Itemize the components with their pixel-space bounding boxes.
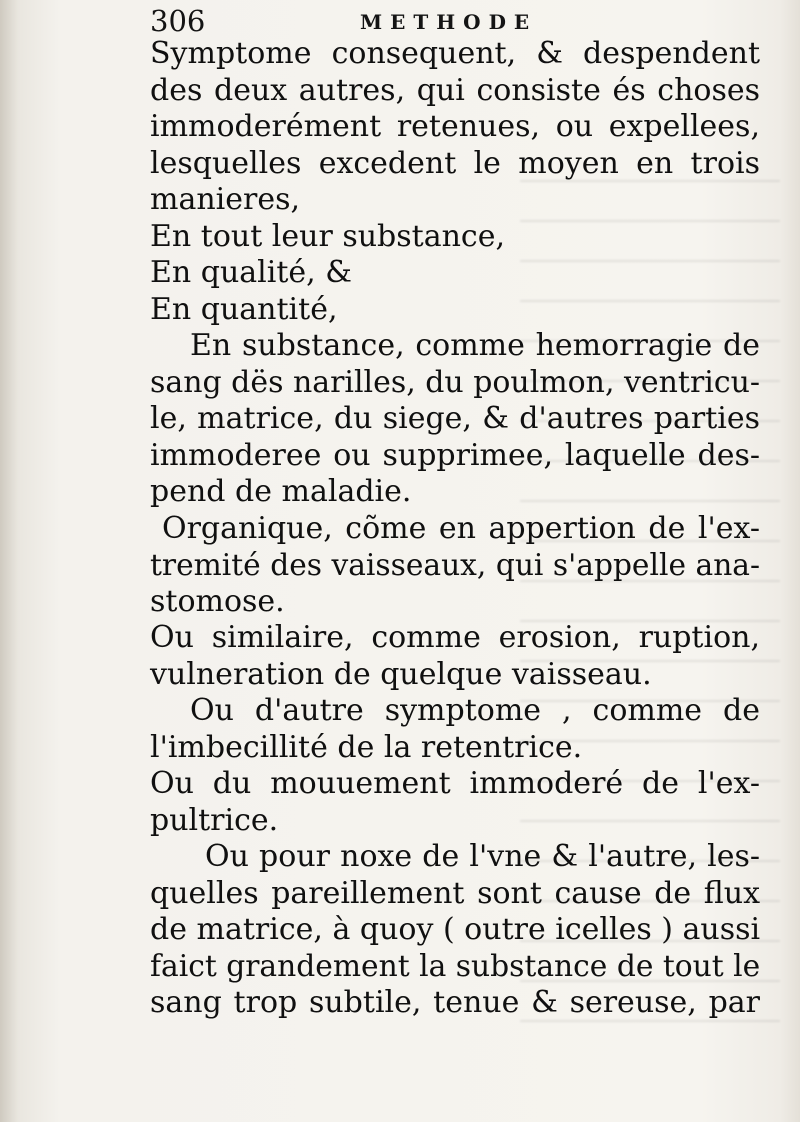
text-line: pend de maladie.: [150, 474, 412, 509]
text-line: En substance, comme hemorragie de: [190, 328, 760, 363]
text-line: immoderee ou supprimee, laquelle des-: [150, 437, 760, 473]
text-line: sang dës narilles, du poulmon, ventricu-: [150, 364, 760, 400]
text-line: Ou pour noxe de l'vne & l'autre, les-: [205, 839, 760, 874]
text-line: l'imbecillité de la retentrice.: [150, 729, 583, 765]
text-line: En tout leur substance,: [150, 218, 506, 254]
text-line: vulneration de quelque vaisseau.: [150, 656, 652, 692]
text-line: faict grandement la substance de tout le: [150, 948, 761, 984]
text-line: Symptome consequent, & despendent: [150, 36, 760, 71]
text-line: stomose.: [150, 583, 285, 619]
text-line: Ou du mouuement immoderé de l'ex-: [150, 766, 760, 801]
text-line: En quantité,: [150, 291, 338, 327]
text-line: Organique, cõme en appertion de l'ex-: [162, 510, 760, 546]
running-head: METHODE: [360, 10, 538, 34]
text-line: Ou similaire, comme erosion, ruption,: [150, 620, 760, 655]
text-line: sang trop subtile, tenue & sereuse, par: [150, 985, 760, 1020]
page-number: 306: [150, 4, 206, 38]
text-line: Ou d'autre symptome , comme de: [190, 693, 760, 728]
text-line: le, matrice, du siege, & d'autres parties: [150, 401, 760, 436]
text-line: des deux autres, qui consiste és choses: [150, 72, 760, 108]
text-line: immoderément retenues, ou expellees,: [150, 109, 760, 144]
text-line: lesquelles excedent le moyen en trois: [150, 145, 760, 181]
text-line: quelles pareillement sont cause de flux: [150, 875, 760, 911]
text-line: de matrice, à quoy ( outre icelles ) aussi: [150, 912, 761, 947]
text-line: En qualité, &: [150, 255, 352, 290]
text-line: pultrice.: [150, 802, 279, 838]
text-line: tremité des vaisseaux, qui s'appelle ana-: [150, 547, 760, 582]
text-line: manieres,: [150, 182, 301, 217]
body-text: [150, 36, 760, 1022]
